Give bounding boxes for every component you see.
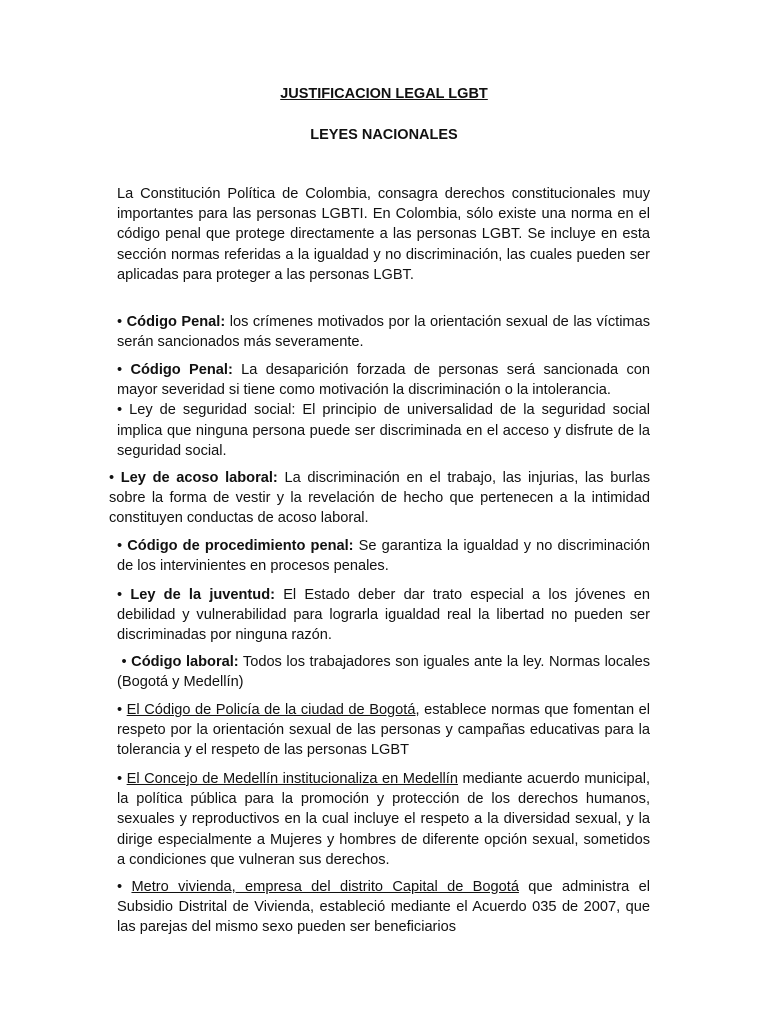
bullet: • (117, 362, 123, 378)
item-text: establece normas que fomentan el respeto por la orientación sexual de las personas y campañas educativas para la tolerancia y el respeto de las personas LGBT (117, 702, 650, 759)
item-term: Código de procedimiento penal: (127, 538, 354, 554)
document-title: JUSTIFICACION LEGAL LGBT (280, 86, 488, 102)
item-text: los crímenes motivados por la orientación sexual de las víctimas serán sancionados más severamente. (117, 314, 651, 351)
item-ley-juventud (117, 585, 650, 646)
item-concejo-medellin (117, 769, 650, 870)
intro-paragraph: La Constitución Política de Colombia, consagra derechos constitucionales muy importantes para las personas LGBTI. En Colombia, sólo existe una norma en el código penal que protege directamente a las personas LGBT. Se incluye en esta sección normas referidas a la igualdad y no discriminación, las cuales pueden ser aplicadas para proteger a las personas LGBT. (117, 186, 650, 283)
item-term: Ley de la juventud: (130, 587, 275, 603)
item-seguridad-social: • Ley de seguridad social: El principio de universalidad de la seguridad social implica que ninguna persona puede ser discriminada en el acceso y disfrute de la seguridad social. (117, 402, 650, 459)
bullet: • (109, 470, 115, 486)
item-text: Todos los trabajadores son iguales ante la ley. Normas locales (Bogotá y Medellín) (117, 654, 650, 691)
item-underlined-term: El Código de Policía de la ciudad de Bogotá, (126, 702, 420, 718)
item-text: La discriminación en el trabajo, las injurias, las burlas sobre la forma de vestir y la revelación de hecho que pertenecen a la intimidad constituyen conductas de acoso laboral. (109, 470, 650, 527)
item-text: mediante acuerdo municipal, la política pública para la promoción y protección de los derechos humanos, sexuales y reproductivos en la cual incluye el respeto a la diversidad sexual, y la dirige especialmente a Mujeres y hombres de diferente opción sexual, sometidos a condiciones que vulneran sus derechos. (117, 771, 651, 868)
item-text: El Estado deber dar trato especial a los jóvenes en debilidad y vulnerabilidad para lograrla igualdad real la libertad no pueden ser discriminadas por ninguna razón. (117, 587, 650, 644)
item-acoso-laboral (109, 468, 650, 529)
bullet: • (121, 654, 127, 670)
item-codigo-policia-bogota (117, 700, 650, 761)
item-codigo-penal-2 (117, 360, 650, 461)
item-text: La desaparición forzada de personas será sancionada con mayor severidad si tiene como motivación la discriminación o la intolerancia. (117, 362, 651, 399)
item-procedimiento-penal (117, 536, 650, 576)
item-underlined-term: Metro vivienda, empresa del distrito Capital de Bogotá (131, 879, 519, 895)
item-text: que administra el Subsidio Distrital de Vivienda, estableció mediante el Acuerdo 035 de 2007, que las parejas del mismo sexo pueden ser beneficiarios (117, 879, 650, 936)
bullet: • (117, 879, 123, 895)
item-codigo-penal-1 (117, 312, 650, 352)
item-term: Código Penal: (126, 314, 226, 330)
bullet: • (117, 538, 123, 554)
bullet: • (117, 702, 123, 718)
section-heading: LEYES NACIONALES (310, 127, 458, 143)
bullet: • (117, 314, 123, 330)
bullet: • (117, 771, 123, 787)
item-underlined-term: El Concejo de Medellín institucionaliza en Medellín (126, 771, 458, 787)
item-term: Código Penal: (130, 362, 233, 378)
item-metrovivienda (117, 877, 650, 938)
item-text: Se garantiza la igualdad y no discriminación de los intervinientes en procesos penales. (117, 538, 651, 575)
item-term: Ley de acoso laboral: (120, 470, 278, 486)
item-term: Código laboral: (131, 654, 239, 670)
bullet: • (117, 587, 123, 603)
item-codigo-laboral (117, 652, 650, 692)
